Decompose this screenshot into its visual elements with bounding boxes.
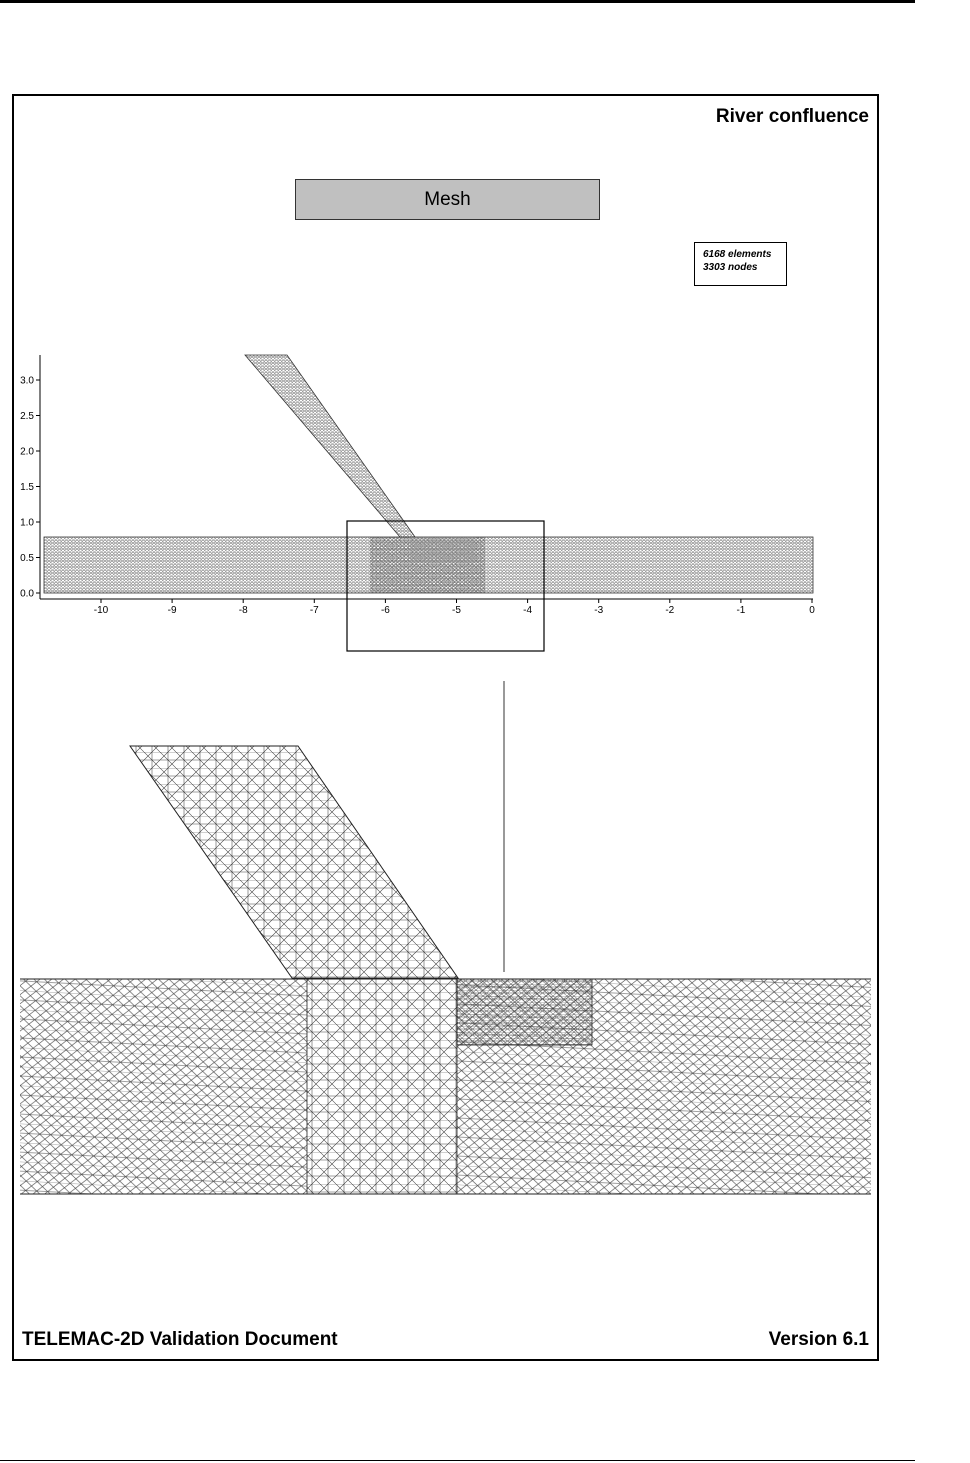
zoomed-channel-left bbox=[20, 979, 307, 1194]
elements-count: 6168 elements bbox=[703, 249, 772, 260]
x-tick-label: -4 bbox=[523, 605, 533, 616]
zoomed-tributary bbox=[130, 746, 458, 978]
x-tick-label: -6 bbox=[380, 605, 390, 616]
x-tick-label: -3 bbox=[594, 605, 604, 616]
x-tick-label: -10 bbox=[93, 605, 109, 616]
x-tick-labels bbox=[94, 599, 815, 616]
mesh-banner: Mesh bbox=[295, 179, 600, 220]
y-tick-labels bbox=[20, 376, 40, 600]
x-tick-label: -1 bbox=[736, 605, 746, 616]
y-tick-label: 3.0 bbox=[20, 375, 34, 387]
x-tick-label: -9 bbox=[167, 605, 177, 616]
x-tick-label: -8 bbox=[238, 605, 248, 616]
zoomed-mesh-plot bbox=[20, 746, 871, 1194]
y-tick-label: 2.5 bbox=[20, 411, 34, 422]
document-title: TELEMAC-2D Validation Document bbox=[22, 1329, 338, 1350]
zoomed-channel-middle bbox=[307, 979, 457, 1194]
refined-core bbox=[410, 537, 476, 563]
x-tick-label: -2 bbox=[665, 605, 675, 616]
y-tick-label: 2.0 bbox=[20, 446, 34, 458]
x-tick-label: -7 bbox=[309, 605, 319, 616]
nodes-count: 3303 nodes bbox=[703, 262, 758, 273]
x-tick-label: -5 bbox=[452, 605, 461, 616]
y-tick-label: 0.0 bbox=[20, 588, 34, 600]
x-tick-label: 0 bbox=[809, 605, 815, 616]
y-tick-label: 0.5 bbox=[20, 553, 34, 564]
bottom-rule bbox=[0, 1460, 915, 1461]
zoomed-refined-zone bbox=[457, 979, 592, 1045]
y-tick-label: 1.5 bbox=[20, 482, 34, 493]
tributary-channel bbox=[245, 355, 415, 537]
case-title: River confluence bbox=[715, 106, 869, 127]
y-tick-label: 1.0 bbox=[20, 517, 34, 529]
version-label: Version 6.1 bbox=[768, 1329, 869, 1350]
overview-mesh-plot bbox=[20, 355, 815, 651]
